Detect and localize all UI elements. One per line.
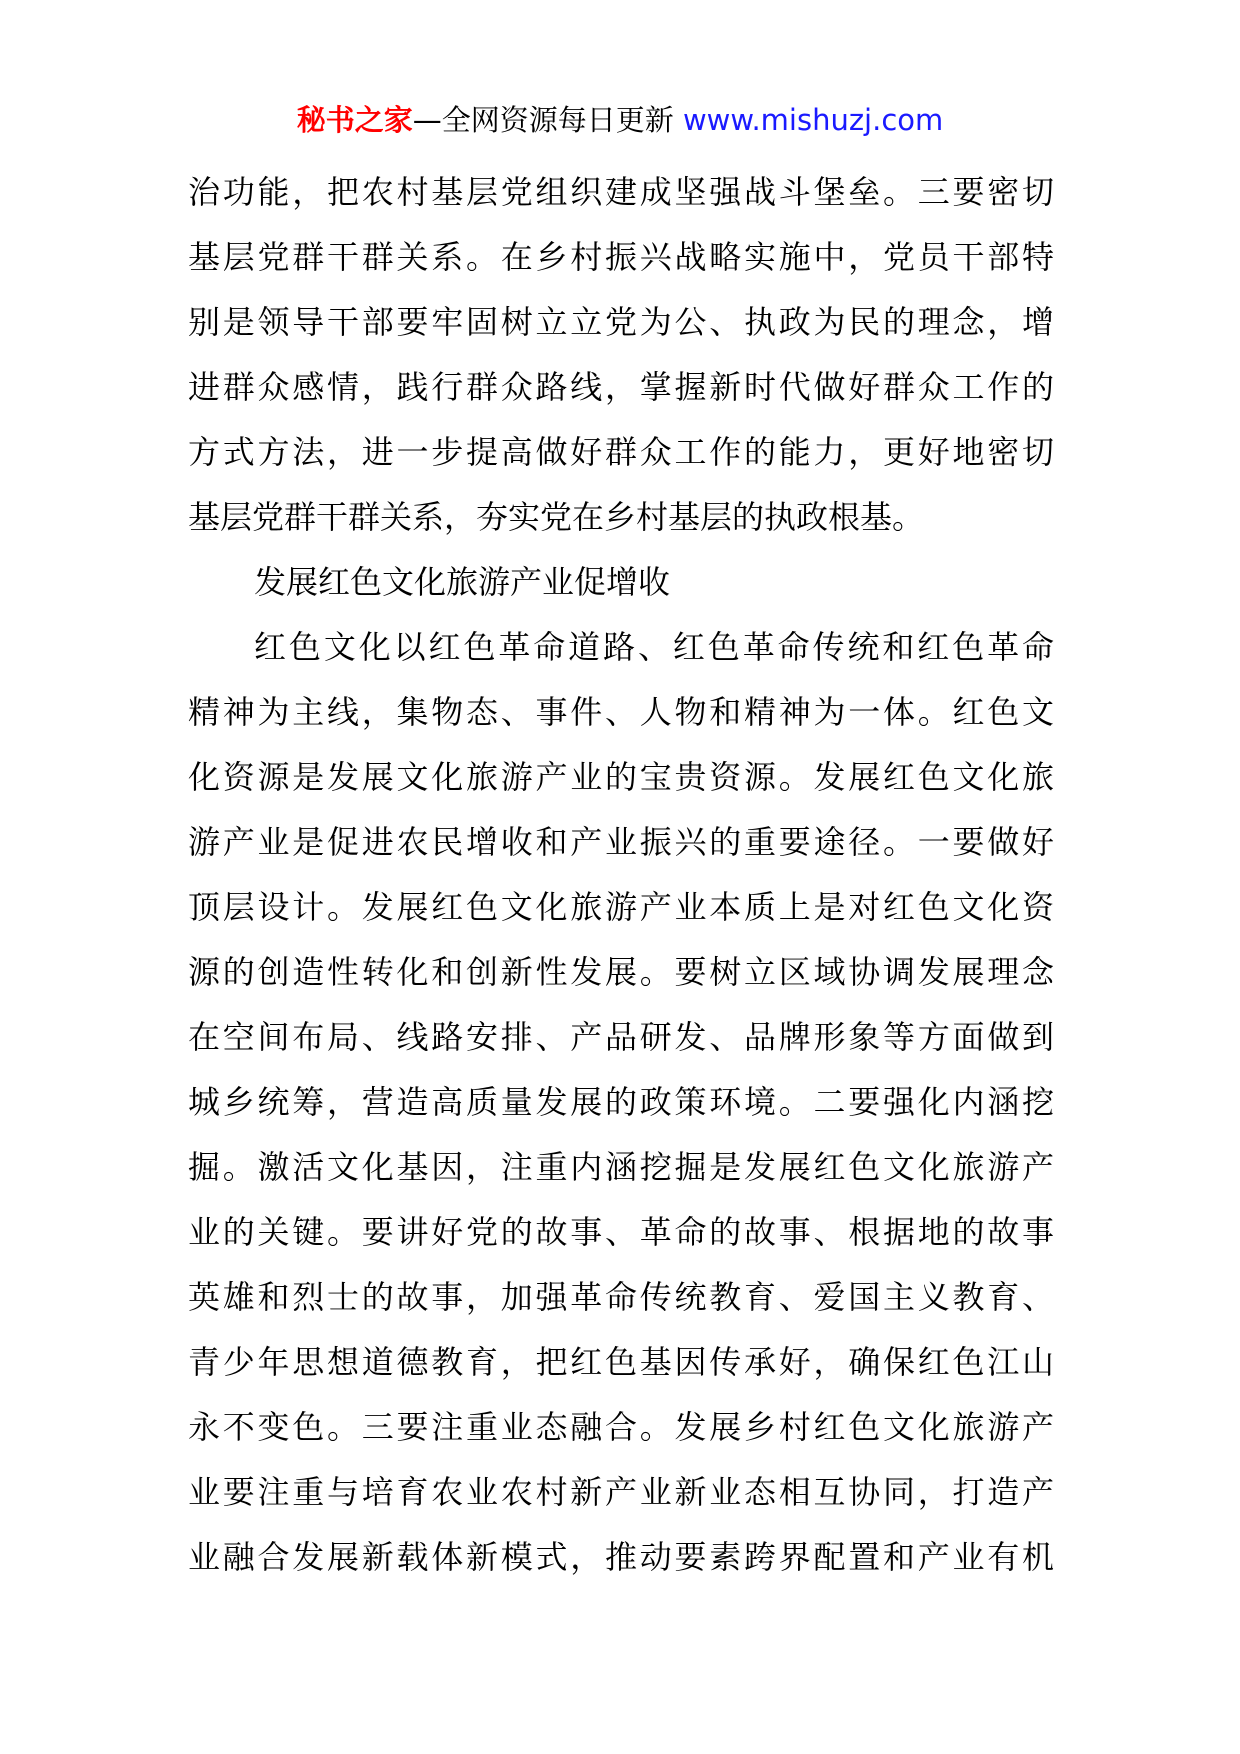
document-body: [188, 160, 1054, 1590]
paragraph-line: 进群众感情，践行群众路线，掌握新时代做好群众工作的: [188, 368, 1054, 406]
paragraph-line: 基层党群干群关系，夯实党在乡村基层的执政根基。: [188, 498, 925, 536]
paragraph-line: 方式方法，进一步提高做好群众工作的能力，更好地密切: [188, 433, 1054, 471]
paragraph-line: 业融合发展新载体新模式，推动要素跨界配置和产业有机: [188, 1538, 1054, 1576]
paragraph-line: 掘。激活文化基因，注重内涵挖掘是发展红色文化旅游产: [188, 1148, 1054, 1186]
paragraph-line: 别是领导干部要牢固树立立党为公、执政为民的理念，增: [188, 303, 1054, 341]
paragraph-line: 治功能，把农村基层党组织建成坚强战斗堡垒。三要密切: [188, 173, 1054, 211]
paragraph-line: 化资源是发展文化旅游产业的宝贵资源。发展红色文化旅: [188, 758, 1054, 796]
paragraph-line: 源的创造性转化和创新性发展。要树立区域协调发展理念: [188, 953, 1054, 991]
paragraph-line: 业要注重与培育农业农村新产业新业态相互协同，打造产: [188, 1473, 1054, 1511]
paragraph-line: 永不变色。三要注重业态融合。发展乡村红色文化旅游产: [188, 1408, 1054, 1446]
paragraph-line: 城乡统筹，营造高质量发展的政策环境。二要强化内涵挖: [188, 1083, 1054, 1121]
brand-name: 秘书之家: [296, 103, 413, 137]
paragraph-line: 业的关键。要讲好党的故事、革命的故事、根据地的故事: [188, 1213, 1054, 1251]
paragraph-line: 精神为主线，集物态、事件、人物和精神为一体。红色文: [188, 693, 1054, 731]
paragraph-line: 基层党群干群关系。在乡村振兴战略实施中，党员干部特: [188, 238, 1054, 276]
paragraph-line: 在空间布局、线路安排、产品研发、品牌形象等方面做到: [188, 1018, 1054, 1056]
paragraph-line: 游产业是促进农民增收和产业振兴的重要途径。一要做好: [188, 823, 1054, 861]
paragraph-line: 顶层设计。发展红色文化旅游产业本质上是对红色文化资: [188, 888, 1054, 926]
paragraph-line: 英雄和烈士的故事，加强革命传统教育、爱国主义教育、: [188, 1278, 1054, 1316]
paragraph-line: 青少年思想道德教育，把红色基因传承好，确保红色江山: [188, 1343, 1054, 1381]
paragraph-line: 红色文化以红色革命道路、红色革命传统和红色革命: [254, 628, 1054, 666]
section-heading: 发展红色文化旅游产业促增收: [254, 563, 671, 601]
watermark-header: [0, 100, 1240, 140]
header-tagline: —全网资源每日更新: [412, 103, 674, 137]
site-url[interactable]: www.mishuzj.com: [682, 103, 944, 137]
